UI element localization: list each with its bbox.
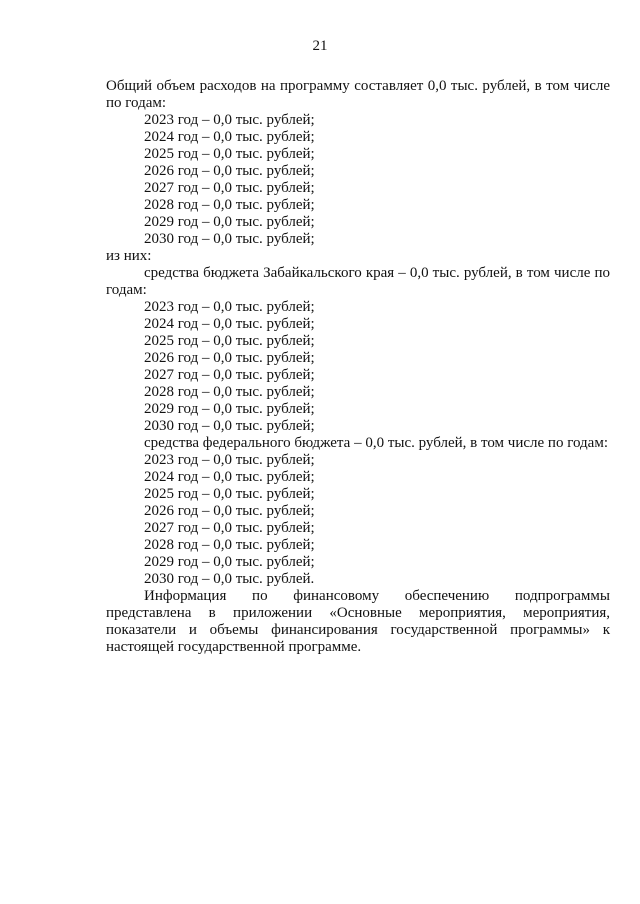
list-item: 2024 год – 0,0 тыс. рублей; [144,316,315,332]
list-item: 2030 год – 0,0 тыс. рублей; [144,231,315,247]
total-by-year-list [106,112,610,248]
list-item: 2029 год – 0,0 тыс. рублей; [144,554,315,570]
list-item: 2026 год – 0,0 тыс. рублей; [144,503,315,519]
list-item: 2030 год – 0,0 тыс. рублей; [144,418,315,434]
page-number: 21 [312,38,328,54]
federal-by-year-list [106,452,610,588]
list-item: 2023 год – 0,0 тыс. рублей; [144,452,315,468]
of-which-label: из них: [106,248,152,264]
list-item: 2023 год – 0,0 тыс. рублей; [144,299,315,315]
regional-by-year-list [106,299,610,435]
list-item: 2029 год – 0,0 тыс. рублей; [144,214,315,230]
list-item: 2028 год – 0,0 тыс. рублей; [144,537,315,553]
list-item: 2025 год – 0,0 тыс. рублей; [144,486,315,502]
financing-info-paragraph: Информация по финансовому обеспечению подпрограммы представлена в приложении «Основные мероприятия, мероприятия, показатели и объемы финансирования государственной программы» к настоящей государственной программе. [106,588,610,655]
total-expenses-intro: Общий объем расходов на программу составляет 0,0 тыс. рублей, в том числе по годам: [106,78,610,111]
list-item: 2028 год – 0,0 тыс. рублей; [144,197,315,213]
regional-budget-intro: средства бюджета Забайкальского края – 0,0 тыс. рублей, в том числе по годам: [106,265,610,298]
list-item: 2028 год – 0,0 тыс. рублей; [144,384,315,400]
document-body [106,78,610,656]
list-item: 2027 год – 0,0 тыс. рублей; [144,520,315,536]
list-item: 2026 год – 0,0 тыс. рублей; [144,350,315,366]
list-item: 2025 год – 0,0 тыс. рублей; [144,333,315,349]
list-item: 2025 год – 0,0 тыс. рублей; [144,146,315,162]
list-item: 2027 год – 0,0 тыс. рублей; [144,180,315,196]
list-item: 2023 год – 0,0 тыс. рублей; [144,112,315,128]
list-item: 2029 год – 0,0 тыс. рублей; [144,401,315,417]
list-item: 2027 год – 0,0 тыс. рублей; [144,367,315,383]
federal-budget-intro: средства федерального бюджета – 0,0 тыс. рублей, в том числе по годам: [144,435,608,451]
list-item: 2024 год – 0,0 тыс. рублей; [144,469,315,485]
list-item: 2026 год – 0,0 тыс. рублей; [144,163,315,179]
list-item: 2024 год – 0,0 тыс. рублей; [144,129,315,145]
list-item: 2030 год – 0,0 тыс. рублей. [144,571,315,587]
